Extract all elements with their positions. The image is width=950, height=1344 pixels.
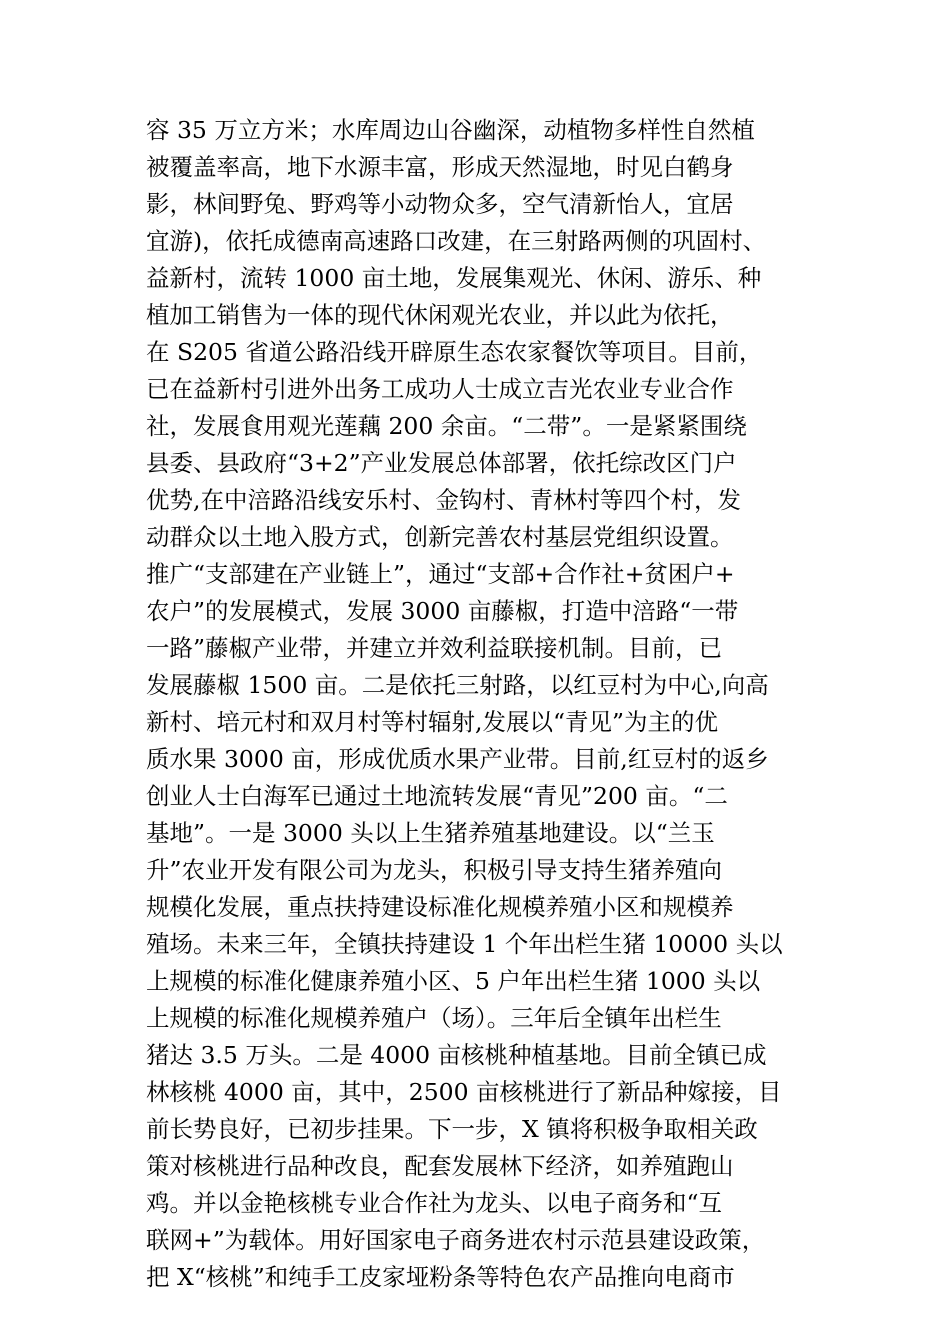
text-line: 农户”的发展模式，发展 3000 亩藤椒，打造中涪路“一带 (146, 597, 739, 625)
text-line: 益新村，流转 1000 亩土地，发展集观光、休闲、游乐、种 (146, 264, 762, 292)
text-line: 优势,在中涪路沿线安乐村、金钩村、青林村等四个村，发 (146, 486, 741, 514)
text-line: 把 X“核桃”和纯手工皮家垭粉条等特色农产品推向电商市 (146, 1263, 735, 1291)
text-line: 发展藤椒 1500 亩。二是依托三射路，以红豆村为中心,向高 (146, 671, 769, 699)
text-line: 在 S205 省道公路沿线开辟原生态农家餐饮等项目。目前， (146, 338, 763, 366)
text-line: 鸡。并以金艳核桃专业合作社为龙头、以电子商务和“互 (146, 1189, 723, 1217)
body-text (146, 112, 816, 1296)
text-line: 上规模的标准化健康养殖小区、5 户年出栏生猪 1000 头以 (146, 967, 761, 995)
text-line: 质水果 3000 亩，形成优质水果产业带。目前,红豆村的返乡 (146, 745, 769, 773)
text-line: 植加工销售为一体的现代休闲观光农业，并以此为依托， (146, 301, 734, 329)
text-line: 已在益新村引进外出务工成功人士成立吉光农业专业合作 (146, 375, 734, 403)
text-line: 上规模的标准化规模养殖户（场）。三年后全镇年出栏生 (146, 1004, 722, 1032)
text-line: 新村、培元村和双月村等村辐射,发展以“青见”为主的优 (146, 708, 718, 736)
text-line: 一路”藤椒产业带，并建立并效利益联接机制。目前，已 (146, 634, 723, 662)
text-line: 县委、县政府“3+2”产业发展总体部署，依托综改区门户 (146, 449, 737, 477)
text-line: 规模化发展，重点扶持建设标准化规模养殖小区和规模养 (146, 893, 734, 921)
text-line: 推广“支部建在产业链上”，通过“支部+合作社+贫困户+ (146, 560, 735, 588)
text-line: 动群众以土地入股方式，创新完善农村基层党组织设置。 (146, 523, 734, 551)
text-line: 影，林间野兔、野鸡等小动物众多，空气清新怡人，宜居 (146, 190, 734, 218)
text-line: 基地”。一是 3000 头以上生猪养殖基地建设。以“兰玉 (146, 819, 715, 847)
text-line: 林核桃 4000 亩，其中，2500 亩核桃进行了新品种嫁接，目 (146, 1078, 782, 1106)
text-line: 升”农业开发有限公司为龙头，积极引导支持生猪养殖向 (146, 856, 723, 884)
text-line: 殖场。未来三年，全镇扶持建设 1 个年出栏生猪 10000 头以 (146, 930, 783, 958)
text-line: 被覆盖率高，地下水源丰富，形成天然湿地，时见白鹤身 (146, 153, 734, 181)
text-line: 容 35 万立方米；水库周边山谷幽深，动植物多样性自然植 (146, 116, 755, 144)
text-line: 前长势良好，已初步挂果。下一步，X 镇将积极争取相关政 (146, 1115, 758, 1143)
text-line: 创业人士白海军已通过土地流转发展“青见”200 亩。“二 (146, 782, 728, 810)
text-line: 猪达 3.5 万头。二是 4000 亩核桃种植基地。目前全镇已成 (146, 1041, 767, 1069)
text-line: 联网+”为载体。用好国家电子商务进农村示范县建设政策， (146, 1226, 766, 1254)
text-line: 宜游)，依托成德南高速路口改建，在三射路两侧的巩固村、 (146, 227, 767, 255)
text-line: 策对核桃进行品种改良，配套发展林下经济，如养殖跑山 (146, 1152, 734, 1180)
text-line: 社，发展食用观光莲藕 200 余亩。“二带”。一是紧紧围绕 (146, 412, 747, 440)
